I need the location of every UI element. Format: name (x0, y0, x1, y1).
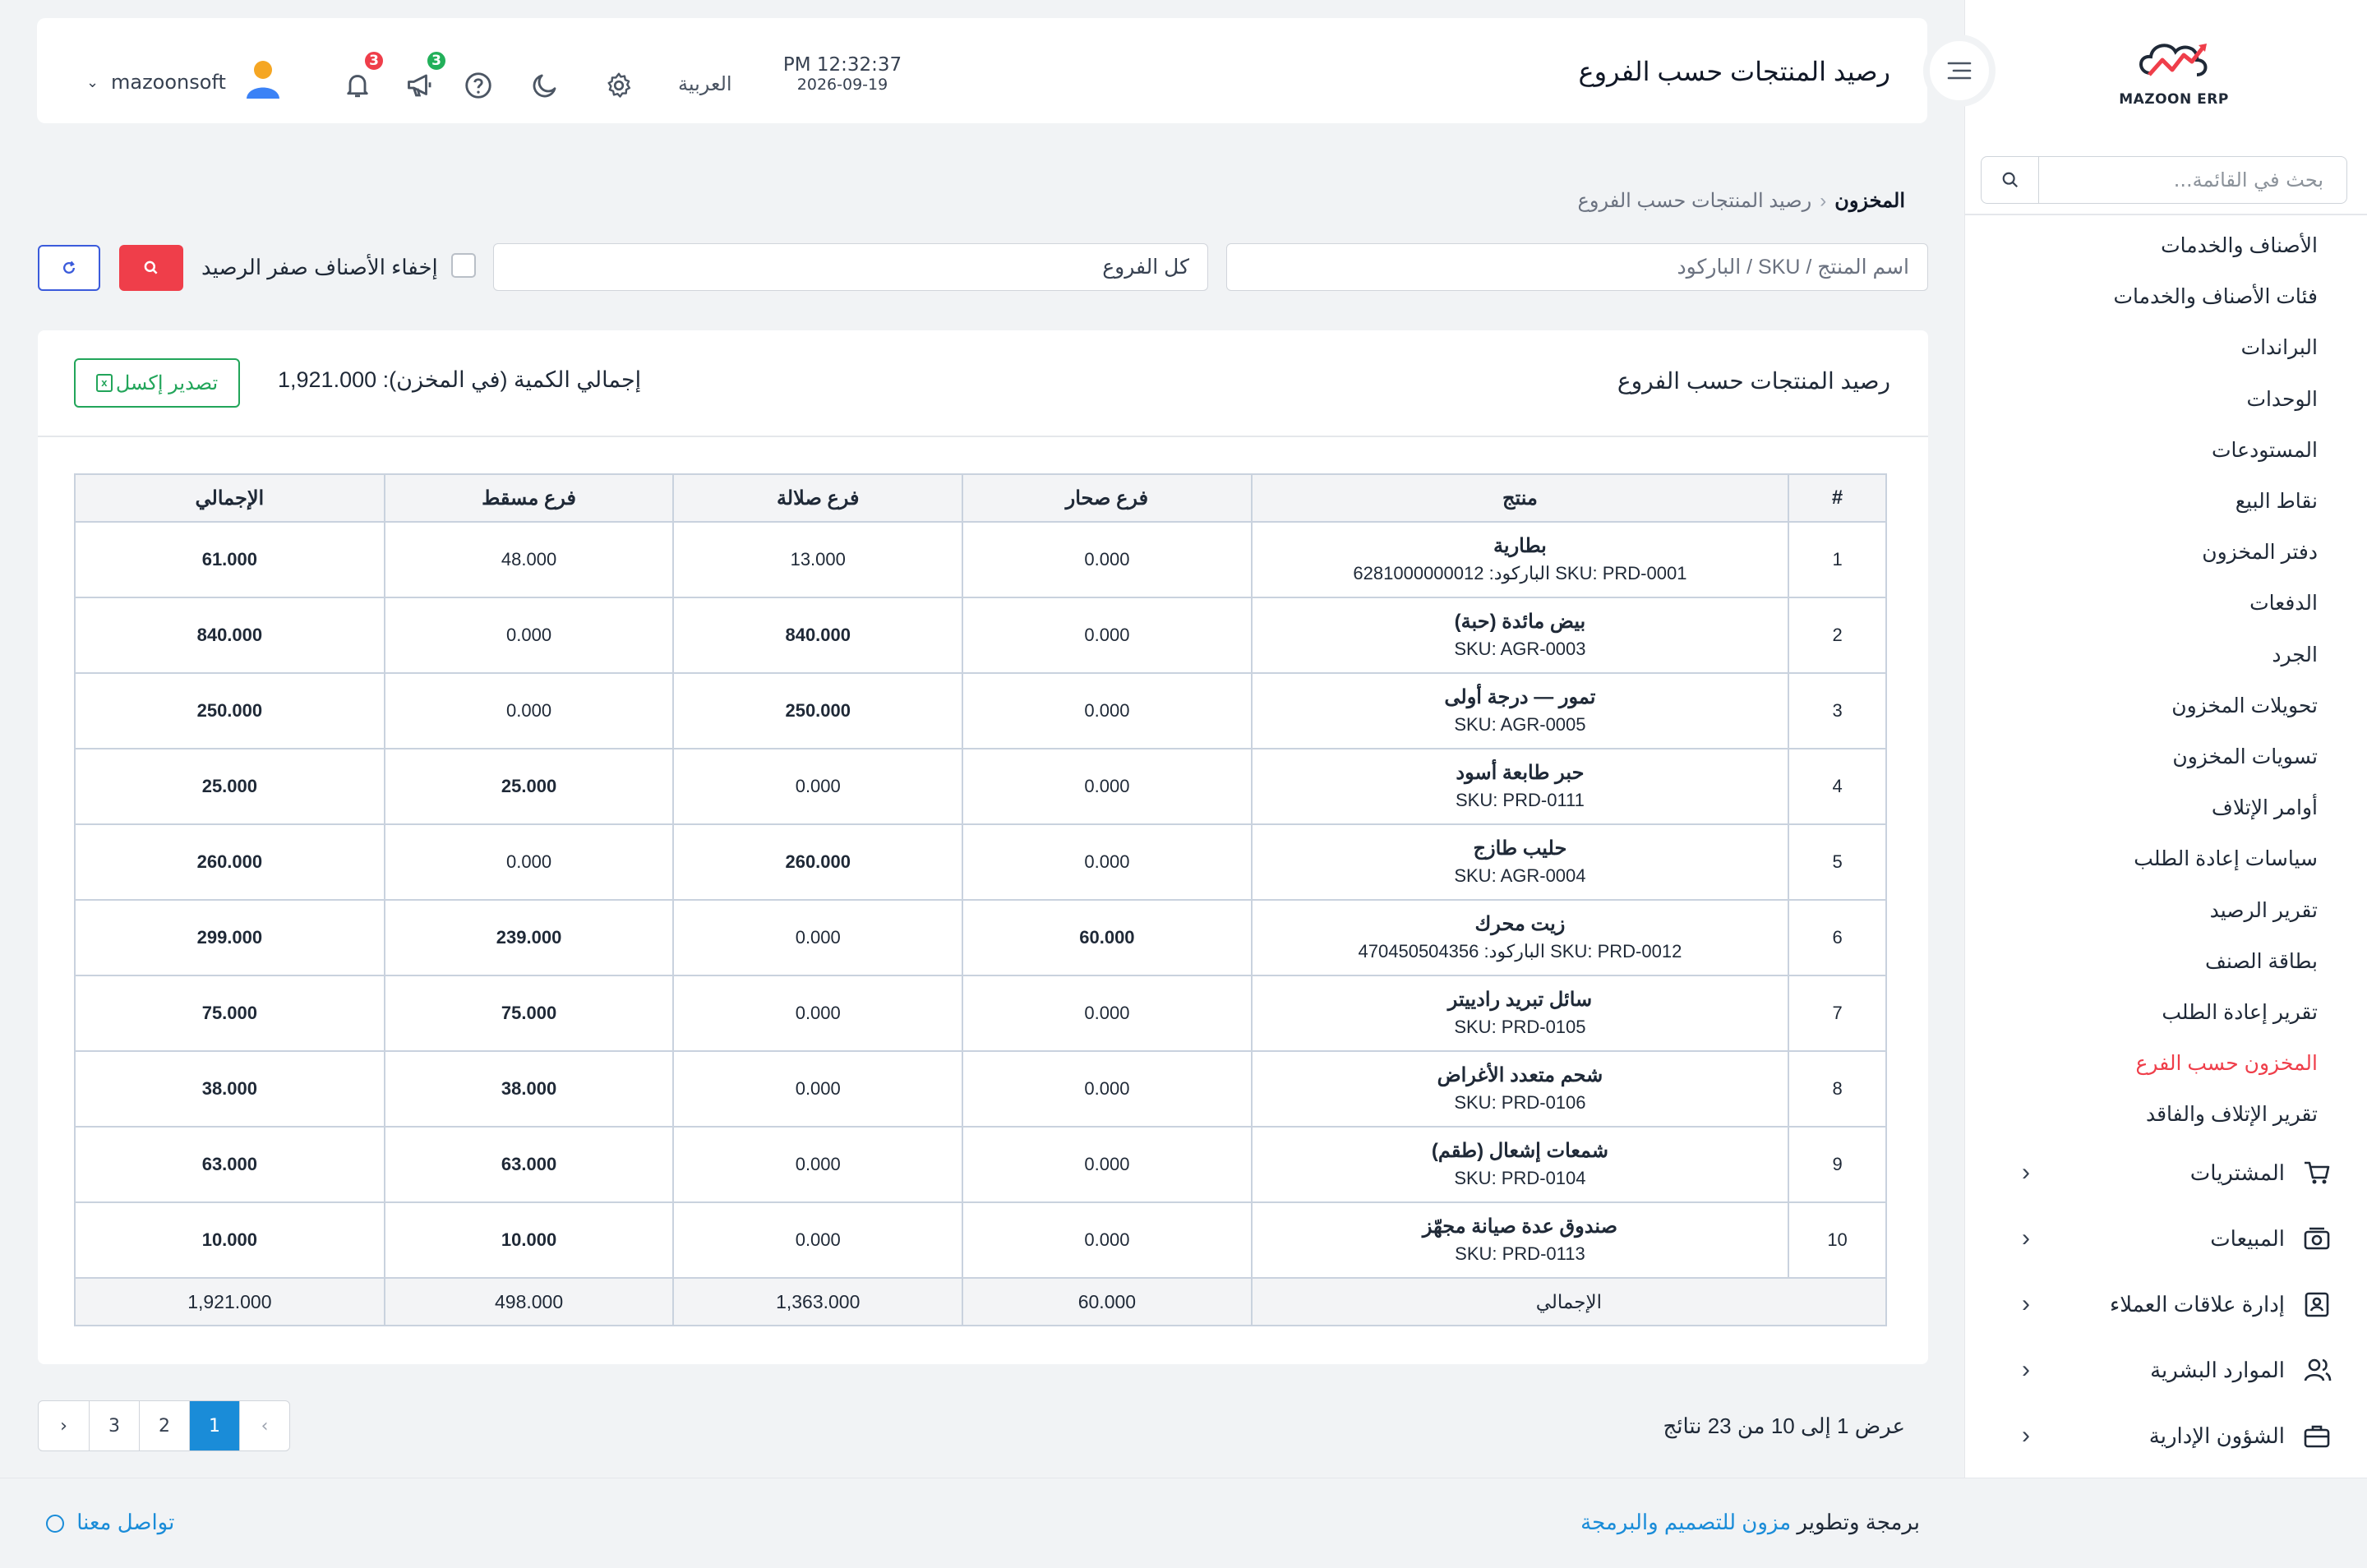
sidebar-divider (1964, 214, 2367, 215)
refresh-icon (61, 260, 77, 276)
qty-salalah: 260.000 (673, 824, 962, 900)
sidebar-group-label: إدارة علاقات العملاء (2110, 1291, 2285, 1317)
sidebar-item-warehouses[interactable]: المستودعات (2212, 438, 2318, 462)
chevron-left-icon: ‹ (2022, 1159, 2030, 1187)
search-button[interactable] (119, 245, 183, 291)
table-row (75, 749, 1886, 824)
qty-sohar: 0.000 (962, 522, 1252, 597)
briefcase-icon (2303, 1423, 2339, 1449)
sidebar-item-stock-by-branch[interactable]: المخزون حسب الفرع (2135, 1052, 2318, 1076)
product-sku: SKU: PRD-0106 (1454, 1092, 1586, 1113)
table-row (75, 824, 1886, 900)
table-row (75, 597, 1886, 673)
product-search-input[interactable] (1226, 243, 1928, 291)
users-icon (2303, 1357, 2339, 1383)
qty-total: 299.000 (75, 900, 385, 975)
qty-salalah: 250.000 (673, 673, 962, 749)
qty-muscat: 239.000 (385, 900, 674, 975)
chevron-left-icon: ‹ (2022, 1290, 2030, 1318)
product-search-placeholder: اسم المنتج / SKU / الباركود (1677, 256, 1909, 279)
total-row-label: الإجمالي (1252, 1278, 1886, 1326)
qty-salalah: 0.000 (673, 975, 962, 1051)
page-title: رصيد المنتجات حسب الفروع (1578, 57, 1890, 86)
product-name: شحم متعدد الأغراض (1437, 1064, 1603, 1086)
qty-sohar: 0.000 (962, 597, 1252, 673)
sidebar-group-purchases[interactable] (1964, 1140, 2367, 1206)
qty-total: 38.000 (75, 1051, 385, 1127)
avatar[interactable] (242, 54, 284, 104)
col-header-product: منتج (1252, 474, 1788, 522)
breadcrumb (1578, 189, 1905, 213)
pagination-page-1[interactable]: 1 (189, 1401, 239, 1450)
product-cell (1252, 522, 1788, 597)
brand-name: MAZOON ERP (2119, 91, 2229, 108)
qty-total: 10.000 (75, 1202, 385, 1278)
sidebar-group-label: الموارد البشرية (2150, 1357, 2285, 1382)
chevron-left-icon: ‹ (2022, 1422, 2030, 1450)
footer-credit-prefix: برمجة وتطوير (1797, 1510, 1920, 1534)
qty-sohar: 0.000 (962, 824, 1252, 900)
top-header (37, 18, 1927, 123)
qty-sohar: 0.000 (962, 673, 1252, 749)
row-index: 6 (1788, 900, 1886, 975)
qty-sohar: 0.000 (962, 1127, 1252, 1202)
clock-date: 2026-09-19 (796, 76, 888, 94)
sidebar-item-items-services[interactable]: الأصناف والخدمات (2161, 234, 2318, 258)
chevron-down-icon: ⌄ (86, 74, 99, 91)
sidebar-item-waste-report[interactable]: تقرير الإتلاف والفاقد (2145, 1103, 2318, 1127)
qty-muscat: 0.000 (385, 824, 674, 900)
qty-total: 260.000 (75, 824, 385, 900)
sidebar-group-label: المشتريات (2189, 1160, 2285, 1185)
product-name: حبر طابعة أسود (1456, 762, 1585, 784)
product-sku: SKU: PRD-0111 (1455, 790, 1585, 810)
contact-card-icon (2303, 1291, 2339, 1317)
qty-sohar: 0.000 (962, 1202, 1252, 1278)
table-row (75, 1127, 1886, 1202)
announcements-icon[interactable] (404, 53, 441, 102)
product-name: بطارية (1493, 535, 1547, 557)
cash-register-icon (2303, 1225, 2339, 1252)
brand-logo[interactable] (2116, 37, 2231, 115)
sidebar-group-label: الشؤون الإدارية (2148, 1423, 2285, 1448)
total-salalah: 1,363.000 (673, 1278, 962, 1326)
product-name: شمعات إشعال (طقم) (1431, 1140, 1608, 1162)
qty-muscat: 0.000 (385, 673, 674, 749)
username: mazoonsoft (111, 71, 226, 94)
pagination-next[interactable]: › (60, 1415, 67, 1437)
product-cell (1252, 1127, 1788, 1202)
total-sohar: 60.000 (962, 1278, 1252, 1326)
sidebar-item-reorder-report[interactable]: تقرير إعادة الطلب (2162, 1000, 2318, 1024)
dark-mode-icon[interactable] (528, 69, 561, 102)
pagination-page-3[interactable]: 3 (89, 1401, 139, 1450)
qty-muscat: 0.000 (385, 597, 674, 673)
col-header-index: # (1788, 474, 1886, 522)
table-row (75, 522, 1886, 597)
sidebar-item-item-categories[interactable]: فئات الأصناف والخدمات (2113, 285, 2318, 309)
table-total-row (75, 1278, 1886, 1326)
col-header-sohar: فرع صحار (962, 474, 1252, 522)
card-title: رصيد المنتجات حسب الفروع (1617, 368, 1890, 394)
excel-file-icon: x (96, 374, 113, 392)
product-sku: SKU: AGR-0004 (1454, 865, 1586, 886)
row-index: 3 (1788, 673, 1886, 749)
qty-total: 25.000 (75, 749, 385, 824)
notifications-badge: 3 (362, 49, 385, 72)
stock-table (74, 473, 1887, 1326)
qty-total: 63.000 (75, 1127, 385, 1202)
sidebar-item-brands[interactable]: البراندات (2240, 336, 2318, 360)
search-icon (1982, 157, 2039, 203)
sidebar-search[interactable] (1981, 156, 2347, 204)
pagination-page-2[interactable]: 2 (139, 1401, 189, 1450)
pagination (38, 1400, 290, 1451)
table-row (75, 900, 1886, 975)
product-cell (1252, 900, 1788, 975)
announcements-badge: 3 (425, 49, 448, 72)
col-header-total: الإجمالي (75, 474, 385, 522)
page-footer (0, 1478, 2367, 1568)
sidebar-item-pos[interactable]: نقاط البيع (2235, 490, 2318, 514)
qty-muscat: 48.000 (385, 522, 674, 597)
sidebar-item-stock-transfers[interactable]: تحويلات المخزون (2171, 694, 2318, 717)
qty-salalah: 0.000 (673, 1127, 962, 1202)
chevron-left-icon: ‹ (2022, 1356, 2030, 1384)
pagination-prev[interactable]: ‹ (239, 1401, 289, 1450)
settings-icon[interactable] (602, 69, 635, 102)
qty-salalah: 13.000 (673, 522, 962, 597)
refresh-button[interactable] (38, 245, 100, 291)
sidebar-group-sales[interactable] (1964, 1206, 2367, 1271)
table-row (75, 1202, 1886, 1278)
qty-salalah: 0.000 (673, 749, 962, 824)
sidebar (1964, 0, 2367, 1479)
clock (781, 54, 904, 94)
row-index: 4 (1788, 749, 1886, 824)
product-name: بيض مائدة (حبة) (1454, 611, 1586, 633)
product-sku: SKU: PRD-0001 الباركود: 6281000000012 (1353, 563, 1687, 583)
contact-label: تواصل معنا (76, 1510, 175, 1534)
sidebar-item-batches[interactable]: الدفعات (2249, 592, 2318, 616)
export-excel-button[interactable] (74, 358, 240, 408)
product-name: صندوق عدة صيانة مجهّز (1422, 1215, 1617, 1238)
qty-salalah: 0.000 (673, 900, 962, 975)
table-header-row (75, 474, 1886, 522)
table-row (75, 1051, 1886, 1127)
row-index: 7 (1788, 975, 1886, 1051)
product-sku: SKU: PRD-0012 الباركود: 470450504356 (1358, 941, 1682, 962)
qty-salalah: 840.000 (673, 597, 962, 673)
product-sku: SKU: AGR-0005 (1454, 714, 1586, 735)
product-name: تمور — درجة أولى (1444, 686, 1596, 708)
total-all: 1,921.000 (75, 1278, 385, 1326)
qty-sohar: 0.000 (962, 749, 1252, 824)
footer-credit-link[interactable]: مزون للتصميم والبرمجة (1580, 1510, 1792, 1534)
sidebar-nav (1964, 220, 2367, 1469)
qty-muscat: 63.000 (385, 1127, 674, 1202)
product-name: زيت محرك (1474, 913, 1566, 935)
whatsapp-icon (46, 1515, 64, 1533)
footer-credit (1580, 1510, 1920, 1535)
row-index: 2 (1788, 597, 1886, 673)
product-cell (1252, 1202, 1788, 1278)
total-quantity: إجمالي الكمية (في المخزن): 1,921.000 (278, 367, 642, 392)
sidebar-group-crm[interactable] (1964, 1271, 2367, 1337)
contact-link[interactable] (46, 1510, 174, 1535)
product-cell (1252, 749, 1788, 824)
qty-total: 61.000 (75, 522, 385, 597)
qty-salalah: 0.000 (673, 1202, 962, 1278)
row-index: 1 (1788, 522, 1886, 597)
sidebar-search-input[interactable]: بحث في القائمة... (2173, 168, 2323, 191)
qty-total: 75.000 (75, 975, 385, 1051)
product-cell (1252, 673, 1788, 749)
qty-sohar: 0.000 (962, 1051, 1252, 1127)
table-row (75, 673, 1886, 749)
help-icon[interactable] (462, 69, 495, 102)
hide-zero-checkbox[interactable] (451, 253, 476, 278)
qty-total: 250.000 (75, 673, 385, 749)
product-cell (1252, 597, 1788, 673)
pagination-info: عرض 1 إلى 10 من 23 نتائج (1663, 1414, 1905, 1438)
search-icon (143, 260, 159, 276)
col-header-salalah: فرع صلالة (673, 474, 962, 522)
branch-select[interactable] (493, 243, 1208, 291)
row-index: 8 (1788, 1051, 1886, 1127)
cart-icon (2303, 1160, 2339, 1186)
product-sku: SKU: PRD-0104 (1454, 1168, 1586, 1188)
sidebar-group-label: المبيعات (2210, 1225, 2285, 1251)
sidebar-item-item-card[interactable]: بطاقة الصنف (2204, 949, 2318, 973)
product-sku: SKU: PRD-0113 (1455, 1243, 1585, 1264)
user-menu[interactable] (86, 71, 226, 94)
qty-sohar: 0.000 (962, 975, 1252, 1051)
product-cell (1252, 975, 1788, 1051)
export-excel-label: تصدير إكسل (115, 371, 219, 394)
table-row (75, 975, 1886, 1051)
breadcrumb-root[interactable]: المخزون (1834, 190, 1905, 212)
breadcrumb-current: رصيد المنتجات حسب الفروع (1577, 190, 1812, 212)
sidebar-item-stock-ledger[interactable]: دفتر المخزون (2202, 541, 2318, 565)
report-card (38, 330, 1928, 1364)
sidebar-item-disposal-orders[interactable]: أوامر الإتلاف (2211, 796, 2318, 820)
sidebar-item-stocktake[interactable]: الجرد (2272, 643, 2318, 666)
clock-time: PM 12:32:37 (782, 54, 902, 76)
language-switch[interactable]: العربية (678, 72, 732, 95)
sidebar-toggle-button[interactable] (1923, 35, 1996, 107)
sidebar-item-stock-adjustments[interactable]: تسويات المخزون (2172, 745, 2318, 768)
row-index: 9 (1788, 1127, 1886, 1202)
row-index: 10 (1788, 1202, 1886, 1278)
sidebar-item-reorder-policies[interactable]: سياسات إعادة الطلب (2134, 847, 2318, 871)
hide-zero-label: إخفاء الأصناف صفر الرصيد (201, 255, 438, 279)
total-muscat: 498.000 (385, 1278, 674, 1326)
qty-muscat: 75.000 (385, 975, 674, 1051)
chevron-left-icon: ‹ (2022, 1224, 2030, 1252)
sidebar-item-balance-report[interactable]: تقرير الرصيد (2209, 898, 2318, 922)
product-cell (1252, 824, 1788, 900)
product-sku: SKU: PRD-0105 (1454, 1017, 1586, 1037)
row-index: 5 (1788, 824, 1886, 900)
menu-icon (1945, 58, 1973, 83)
product-sku: SKU: AGR-0003 (1454, 639, 1586, 659)
product-cell (1252, 1051, 1788, 1127)
qty-muscat: 25.000 (385, 749, 674, 824)
branch-select-value: كل الفروع (1102, 256, 1189, 279)
qty-salalah: 0.000 (673, 1051, 962, 1127)
sidebar-group-admin[interactable] (1964, 1403, 2367, 1469)
qty-muscat: 38.000 (385, 1051, 674, 1127)
product-name: سائل تبريد رادييتر (1447, 989, 1593, 1011)
logo-graphic (2133, 37, 2215, 85)
qty-total: 840.000 (75, 597, 385, 673)
notifications-icon[interactable] (341, 53, 379, 102)
qty-muscat: 10.000 (385, 1202, 674, 1278)
card-divider (38, 436, 1928, 437)
qty-sohar: 60.000 (962, 900, 1252, 975)
col-header-muscat: فرع مسقط (385, 474, 674, 522)
breadcrumb-separator: ‹ (1820, 190, 1827, 212)
product-name: حليب طازج (1473, 837, 1567, 860)
sidebar-group-hr[interactable] (1964, 1337, 2367, 1403)
sidebar-item-units[interactable]: الوحدات (2246, 387, 2318, 411)
